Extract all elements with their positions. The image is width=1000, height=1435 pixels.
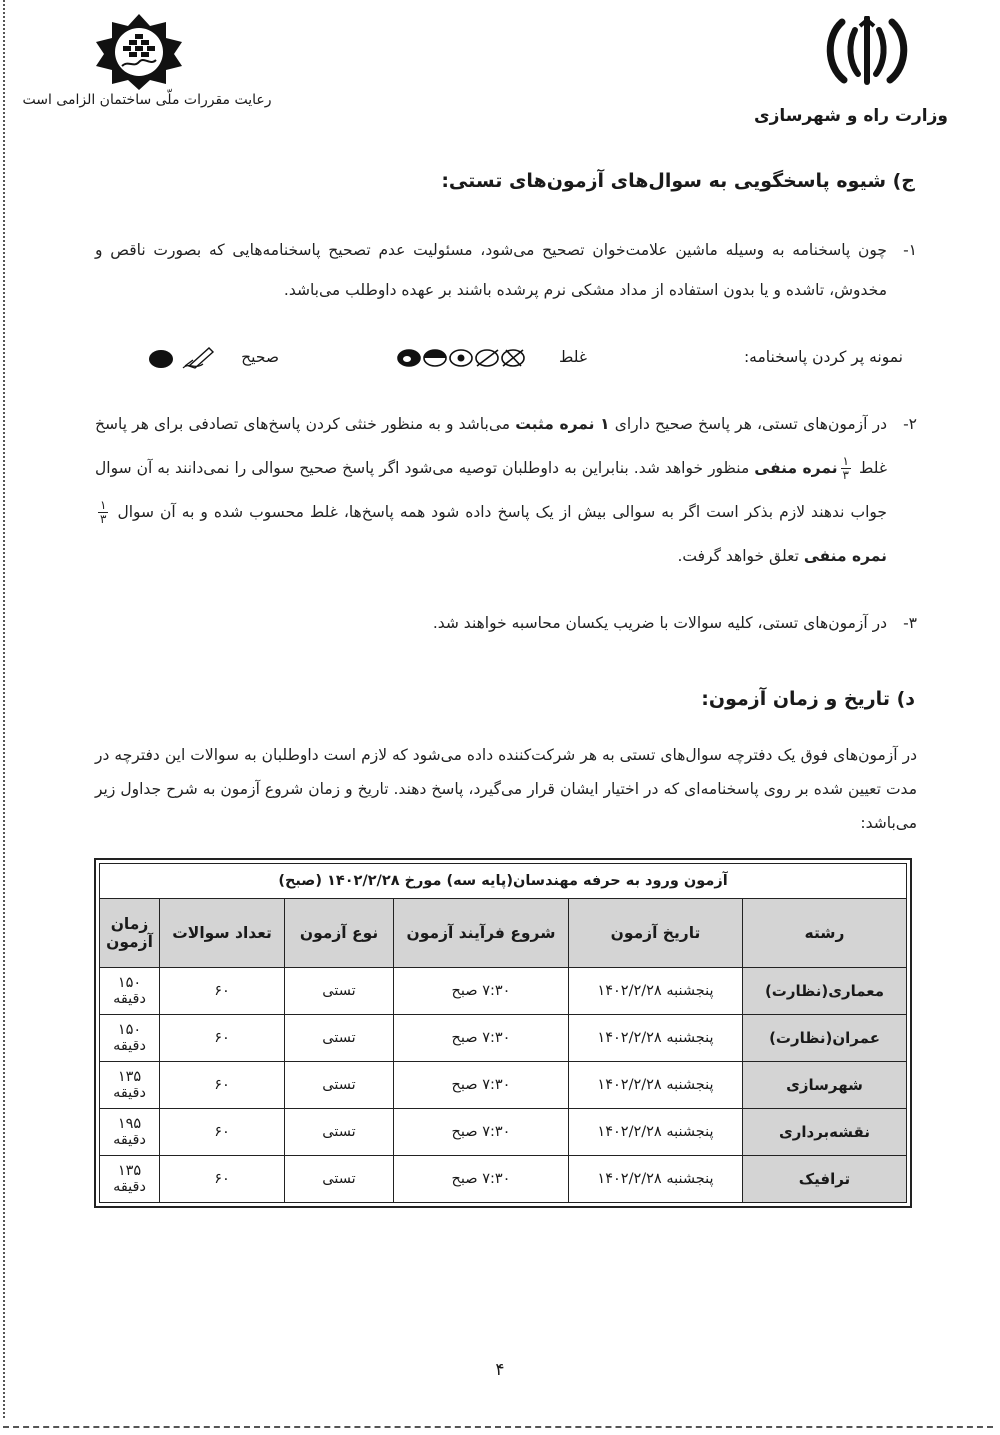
page-border-bottom bbox=[3, 1426, 993, 1428]
correct-marks-icon bbox=[145, 346, 215, 370]
sample-fill-row bbox=[95, 340, 917, 376]
negative-score-label: نمره منفی bbox=[803, 547, 887, 565]
cell-duration: ۱۵۰ دقیقه bbox=[100, 968, 160, 1015]
item-1-number: ۱- bbox=[903, 241, 917, 259]
cell-date: پنجشنبه ۱۴۰۲/۲/۲۸ bbox=[569, 1015, 743, 1062]
cell-type: تستی bbox=[285, 1156, 394, 1203]
header-field: رشته bbox=[743, 899, 907, 968]
section-c-heading: ج) شیوه پاسخگویی به سوال‌های آزمون‌های تستی: bbox=[441, 170, 915, 192]
cell-date: پنجشنبه ۱۴۰۲/۲/۲۸ bbox=[569, 1062, 743, 1109]
table-row bbox=[100, 1109, 907, 1156]
header-duration: زمان آزمون bbox=[100, 899, 160, 968]
iran-emblem-icon bbox=[822, 16, 912, 86]
cell-duration: ۱۳۵ دقیقه bbox=[100, 1156, 160, 1203]
cell-count: ۶۰ bbox=[160, 1156, 285, 1203]
cell-count: ۶۰ bbox=[160, 968, 285, 1015]
fraction-denominator: ۳ bbox=[842, 468, 849, 482]
correct-label: صحیح bbox=[241, 348, 279, 366]
cell-start: ۷:۳۰ صبح bbox=[394, 1015, 569, 1062]
cell-field: نقشه‌برداری bbox=[743, 1109, 907, 1156]
section-d-heading: د) تاریخ و زمان آزمون: bbox=[701, 688, 915, 710]
item-2-part-4: تعلق خواهد گرفت. bbox=[677, 547, 804, 565]
building-codes-logo bbox=[88, 12, 190, 92]
table-caption: آزمون ورود به حرفه مهندسان(پایه سه) مورخ ۱۴۰۲/۲/۲۸ (صبح) bbox=[100, 864, 907, 899]
item-2 bbox=[95, 402, 917, 578]
cell-start: ۷:۳۰ صبح bbox=[394, 1062, 569, 1109]
fraction-numerator: ۱ bbox=[842, 454, 849, 468]
cell-date: پنجشنبه ۱۴۰۲/۲/۲۸ bbox=[569, 968, 743, 1015]
codes-motto: رعایت مقررات ملّی ساختمان الزامی است bbox=[22, 92, 272, 108]
wrong-label: غلط bbox=[559, 348, 587, 366]
cell-type: تستی bbox=[285, 1062, 394, 1109]
table-row bbox=[100, 968, 907, 1015]
cell-date: پنجشنبه ۱۴۰۲/۲/۲۸ bbox=[569, 1156, 743, 1203]
exam-schedule-table bbox=[94, 858, 912, 1208]
ministry-name: وزارت راه و شهرسازی bbox=[753, 106, 948, 126]
header-start: شروع فرآیند آزمون bbox=[394, 899, 569, 968]
cell-type: تستی bbox=[285, 968, 394, 1015]
table-header-row bbox=[100, 899, 907, 968]
cell-count: ۶۰ bbox=[160, 1015, 285, 1062]
item-2-part-1: در آزمون‌های تستی، هر پاسخ صحیح دارای bbox=[609, 415, 887, 433]
header-type: نوع آزمون bbox=[285, 899, 394, 968]
header-date: تاریخ آزمون bbox=[569, 899, 743, 968]
positive-score-label: ۱ نمره مثبت bbox=[515, 415, 610, 433]
negative-score-label: نمره منفی bbox=[754, 459, 838, 477]
cell-duration: ۱۹۵ دقیقه bbox=[100, 1109, 160, 1156]
item-3-number: ۳- bbox=[903, 614, 917, 632]
cell-start: ۷:۳۰ صبح bbox=[394, 1109, 569, 1156]
cell-date: پنجشنبه ۱۴۰۲/۲/۲۸ bbox=[569, 1109, 743, 1156]
table-row bbox=[100, 1015, 907, 1062]
item-1 bbox=[95, 230, 917, 310]
item-3-text: در آزمون‌های تستی، کلیه سوالات با ضریب یکسان محاسبه خواهند شد. bbox=[432, 614, 887, 632]
item-2-number: ۲- bbox=[903, 415, 917, 433]
cell-field: ترافیک bbox=[743, 1156, 907, 1203]
cell-type: تستی bbox=[285, 1109, 394, 1156]
cell-start: ۷:۳۰ صبح bbox=[394, 968, 569, 1015]
table-row bbox=[100, 1062, 907, 1109]
cell-duration: ۱۳۵ دقیقه bbox=[100, 1062, 160, 1109]
item-3 bbox=[95, 610, 917, 636]
item-2-part-3: منظور خواهد شد. بنابراین به داوطلبان توصیه می‌شود اگر پاسخ صحیح سوالی را نمی‌دانند به آن سوال جواب ندهند لازم بذکر است اگر به سوالی بیش از یک پاسخ داده شود همه پاسخ‌ها، غلط محسوب شده و به آن سوال bbox=[95, 459, 887, 521]
cell-field: شهرسازی bbox=[743, 1062, 907, 1109]
item-1-text: چون پاسخنامه به وسیله ماشین علامت‌خوان تصحیح می‌شود، مسئولیت عدم تصحیح پاسخنامه‌هایی که بصورت ناقص و مخدوش، تاشده و یا بدون استفاده از مداد مشکی نرم پرشده باشند بر عهده داوطلب می‌باشد. bbox=[95, 241, 887, 299]
one-third-fraction bbox=[841, 455, 851, 482]
fraction-denominator: ۳ bbox=[100, 512, 107, 526]
table-row bbox=[100, 1156, 907, 1203]
one-third-fraction bbox=[98, 499, 108, 526]
cell-count: ۶۰ bbox=[160, 1109, 285, 1156]
item-2-part-2: می‌باشد و به منظور خنثی کردن پاسخ‌های تصادفی برای هر پاسخ غلط bbox=[95, 415, 887, 477]
cell-field: معماری(نظارت) bbox=[743, 968, 907, 1015]
cell-type: تستی bbox=[285, 1015, 394, 1062]
cell-duration: ۱۵۰ دقیقه bbox=[100, 1015, 160, 1062]
section-d-text: در آزمون‌های فوق یک دفترچه سوال‌های تستی به هر شرکت‌کننده داده می‌شود که لازم است داوطلبان به سوالات این دفترچه در مدت تعیین شده بر روی پاسخنامه‌ای که در اختیار ایشان قرار می‌گیرد، پاسخ دهند. تاریخ و زمان شروع آزمون به شرح جداول زیر می‌باشد: bbox=[95, 746, 917, 832]
item-2-text bbox=[95, 402, 887, 578]
header-count: تعداد سوالات bbox=[160, 899, 285, 968]
cell-count: ۶۰ bbox=[160, 1062, 285, 1109]
page-border-left bbox=[3, 0, 5, 1418]
cell-start: ۷:۳۰ صبح bbox=[394, 1156, 569, 1203]
page-number: ۴ bbox=[495, 1360, 505, 1380]
wrong-marks-icon bbox=[381, 346, 527, 370]
sample-label: نمونه پر کردن پاسخنامه: bbox=[743, 348, 903, 366]
cell-field: عمران(نظارت) bbox=[743, 1015, 907, 1062]
fraction-numerator: ۱ bbox=[100, 498, 107, 512]
